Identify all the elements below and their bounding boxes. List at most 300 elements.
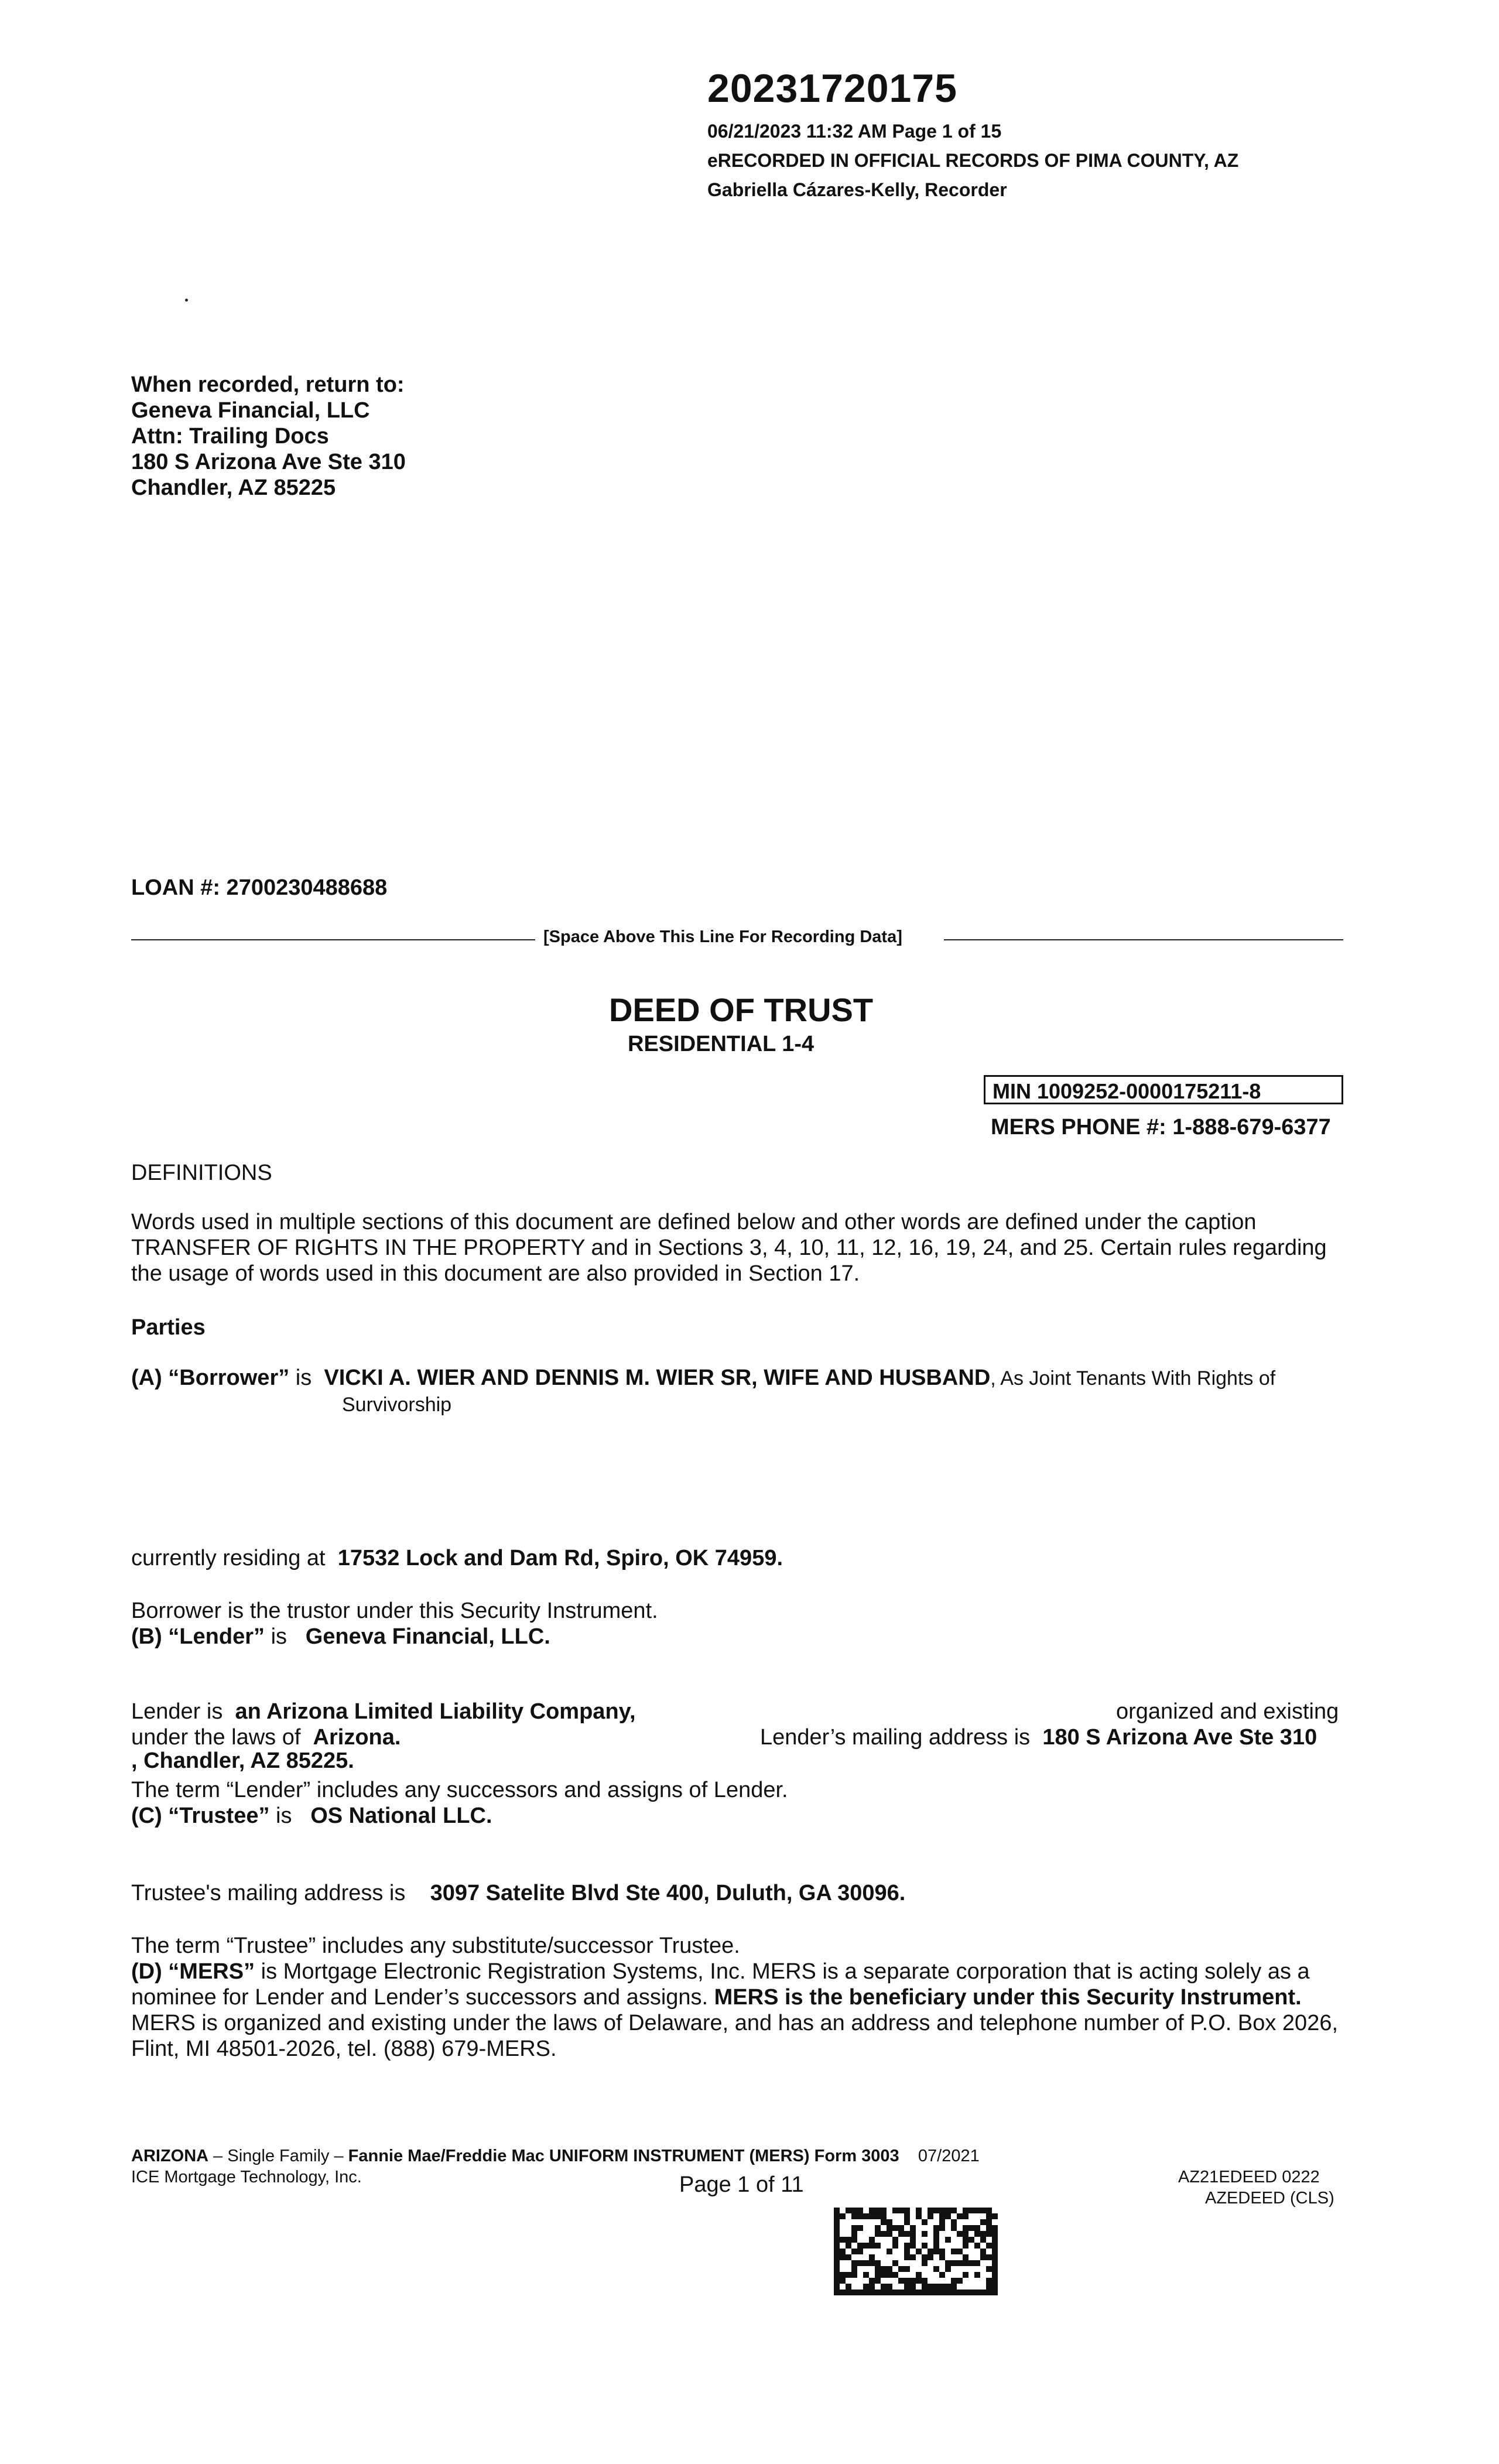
- barcode-module: [963, 2225, 968, 2231]
- barcode-module: [834, 2208, 840, 2213]
- recording-datetime: 06/21/2023 11:32 AM Page 1 of 15: [707, 121, 1002, 142]
- mers-beneficiary-statement: MERS is the beneficiary under this Security Instrument.: [714, 1985, 1302, 2010]
- barcode-module: [986, 2231, 992, 2237]
- barcode-module: [986, 2278, 992, 2284]
- barcode-module: [939, 2219, 945, 2225]
- barcode-module: [933, 2284, 939, 2290]
- barcode-module: [846, 2208, 851, 2213]
- barcode-module: [834, 2243, 840, 2249]
- barcode-module: [892, 2237, 898, 2243]
- barcode-module: [898, 2225, 904, 2231]
- barcode-module: [933, 2266, 939, 2272]
- barcode-module: [974, 2260, 980, 2266]
- divider-right: [944, 939, 1343, 940]
- recording-space-label: [Space Above This Line For Recording Data]: [543, 928, 902, 946]
- barcode-module: [904, 2278, 910, 2284]
- barcode-module: [840, 2278, 846, 2284]
- barcode-module: [986, 2208, 992, 2213]
- barcode-module: [922, 2290, 928, 2295]
- barcode-module: [980, 2254, 986, 2260]
- borrower-residence: [131, 1546, 783, 1571]
- barcode-module: [887, 2290, 892, 2295]
- mers-definition-line-3: MERS is organized and existing under the laws of Delaware, and has an address and telephone number of P.O. Box 2026,: [131, 2011, 1339, 2035]
- barcode-module: [963, 2213, 968, 2219]
- mers-phone: MERS PHONE #: 1-888-679-6377: [991, 1115, 1331, 1139]
- barcode-module: [945, 2208, 951, 2213]
- barcode-module: [887, 2266, 892, 2272]
- barcode-module: [851, 2272, 857, 2278]
- barcode-module: [968, 2225, 974, 2231]
- barcode-module: [892, 2290, 898, 2295]
- barcode-module: [851, 2208, 857, 2213]
- barcode-module: [857, 2260, 863, 2266]
- barcode-module: [968, 2290, 974, 2295]
- barcode-module: [875, 2278, 881, 2284]
- barcode-module: [922, 2284, 928, 2290]
- barcode-module: [863, 2260, 869, 2266]
- parties-heading: Parties: [131, 1315, 206, 1340]
- barcode-module: [951, 2219, 957, 2225]
- barcode-module: [974, 2225, 980, 2231]
- barcode-module: [857, 2290, 863, 2295]
- barcode-module: [904, 2213, 910, 2219]
- barcode-module: [922, 2219, 928, 2225]
- borrower-label: (A) “Borrower”: [131, 1366, 290, 1390]
- barcode-module: [939, 2225, 945, 2231]
- barcode-module: [834, 2278, 840, 2284]
- barcode-module: [881, 2219, 887, 2225]
- barcode-module: [851, 2231, 857, 2237]
- borrower-vesting: , As Joint Tenants With Rights of: [990, 1367, 1276, 1390]
- borrower-definition: [131, 1366, 1275, 1391]
- divider-left: [131, 939, 535, 940]
- barcode-module: [857, 2225, 863, 2231]
- barcode-module: [992, 2284, 998, 2290]
- barcode-module: [875, 2213, 881, 2219]
- barcode-module: [892, 2243, 898, 2249]
- barcode-module: [963, 2243, 968, 2249]
- barcode-module: [980, 2290, 986, 2295]
- barcode-module: [904, 2219, 910, 2225]
- barcode-module: [887, 2284, 892, 2290]
- barcode-module: [963, 2290, 968, 2295]
- barcode-module: [945, 2290, 951, 2295]
- footer-state: ARIZONA: [131, 2147, 209, 2165]
- barcode-module: [986, 2219, 992, 2225]
- min-box: [984, 1075, 1343, 1104]
- barcode-module: [939, 2254, 945, 2260]
- lender-is: is: [271, 1624, 288, 1649]
- barcode-module: [887, 2231, 892, 2237]
- barcode-module: [986, 2284, 992, 2290]
- definitions-heading: DEFINITIONS: [131, 1161, 272, 1185]
- lender-includes-note: The term “Lender” includes any successors and assigns of Lender.: [131, 1778, 788, 1802]
- barcode-module: [904, 2290, 910, 2295]
- footer-form-line: [131, 2147, 980, 2166]
- barcode-module: [980, 2219, 986, 2225]
- mers-definition-line-4: Flint, MI 48501-2026, tel. (888) 679-MERS.: [131, 2037, 557, 2061]
- barcode-module: [928, 2290, 933, 2295]
- barcode-module: [875, 2266, 881, 2272]
- recording-number: 20231720175: [707, 66, 958, 111]
- trustor-note: Borrower is the trustor under this Security Instrument.: [131, 1599, 658, 1623]
- trustee-label: (C) “Trustee”: [131, 1803, 270, 1828]
- footer-company: ICE Mortgage Technology, Inc.: [131, 2168, 362, 2186]
- lender-state: Arizona.: [313, 1725, 401, 1750]
- barcode-module: [916, 2249, 922, 2254]
- barcode-module: [986, 2266, 992, 2272]
- barcode-module: [968, 2208, 974, 2213]
- barcode-module: [945, 2237, 951, 2243]
- barcode-module: [980, 2237, 986, 2243]
- barcode-module: [957, 2231, 963, 2237]
- barcode-module: [834, 2260, 840, 2266]
- residing-label: currently residing at: [131, 1546, 326, 1570]
- barcode-module: [951, 2208, 957, 2213]
- barcode-module: [904, 2249, 910, 2254]
- barcode-module: [910, 2254, 916, 2260]
- recorder-name: Gabriella Cázares-Kelly, Recorder: [707, 179, 1007, 200]
- barcode-module: [851, 2237, 857, 2243]
- barcode-module: [875, 2225, 881, 2231]
- barcode-module: [922, 2260, 928, 2266]
- barcode-module: [992, 2231, 998, 2237]
- barcode-module: [851, 2290, 857, 2295]
- return-to-name: Geneva Financial, LLC: [131, 398, 370, 423]
- barcode-module: [910, 2290, 916, 2295]
- barcode-module: [951, 2260, 957, 2266]
- barcode-module: [834, 2237, 840, 2243]
- barcode-module: [922, 2243, 928, 2249]
- borrower-vesting-cont: Survivorship: [342, 1394, 452, 1416]
- barcode-module: [951, 2225, 957, 2231]
- barcode-module: [933, 2249, 939, 2254]
- barcode-module: [904, 2284, 910, 2290]
- barcode-module: [851, 2213, 857, 2219]
- barcode-module: [904, 2254, 910, 2260]
- barcode-module: [869, 2260, 875, 2266]
- barcode-module: [933, 2243, 939, 2249]
- lender-is-prefix: Lender is: [131, 1699, 223, 1724]
- return-to-attn: Attn: Trailing Docs: [131, 424, 329, 449]
- barcode-module: [910, 2237, 916, 2243]
- barcode-module: [963, 2254, 968, 2260]
- barcode-module: [892, 2260, 898, 2266]
- barcode-module: [916, 2213, 922, 2219]
- barcode-module: [881, 2208, 887, 2213]
- barcode-module: [968, 2260, 974, 2266]
- barcode-module: [928, 2284, 933, 2290]
- barcode-module: [851, 2266, 857, 2272]
- barcode-module: [968, 2237, 974, 2243]
- trustee-mailing-address: 3097 Satelite Blvd Ste 400, Duluth, GA 30096.: [430, 1881, 906, 1905]
- barcode-module: [892, 2208, 898, 2213]
- barcode-module: [846, 2254, 851, 2260]
- barcode-module: [875, 2231, 881, 2237]
- barcode-module: [992, 2266, 998, 2272]
- document-title: DEED OF TRUST: [609, 991, 874, 1028]
- barcode-module: [945, 2260, 951, 2266]
- barcode-module: [851, 2225, 857, 2231]
- barcode-module: [974, 2243, 980, 2249]
- barcode-module: [863, 2243, 869, 2249]
- barcode-module: [834, 2225, 840, 2231]
- barcode-module: [951, 2290, 957, 2295]
- lender-mailing-city: , Chandler, AZ 85225.: [131, 1748, 354, 1773]
- trustee-name: OS National LLC.: [310, 1803, 492, 1828]
- barcode-module: [939, 2290, 945, 2295]
- borrower-is: is: [295, 1366, 312, 1390]
- barcode-module: [881, 2290, 887, 2295]
- mers-line-1-text: is Mortgage Electronic Registration Systems, Inc. MERS is a separate corporation that is acting solely as a: [255, 1959, 1310, 1984]
- barcode-module: [846, 2243, 851, 2249]
- barcode-module: [939, 2272, 945, 2278]
- barcode-module: [933, 2231, 939, 2237]
- barcode-module: [945, 2213, 951, 2219]
- barcode-image: [834, 2208, 998, 2295]
- barcode-module: [916, 2290, 922, 2295]
- barcode-module: [933, 2225, 939, 2231]
- barcode-module: [945, 2284, 951, 2290]
- barcode-module: [986, 2243, 992, 2249]
- barcode-module: [834, 2249, 840, 2254]
- barcode-module: [834, 2290, 840, 2295]
- return-to-street: 180 S Arizona Ave Ste 310: [131, 450, 406, 474]
- lender-mailing-label: Lender’s mailing address is: [760, 1725, 1031, 1750]
- barcode-module: [963, 2260, 968, 2266]
- barcode-module: [939, 2284, 945, 2290]
- barcode-module: [916, 2272, 922, 2278]
- barcode-module: [840, 2213, 846, 2219]
- barcode-module: [916, 2208, 922, 2213]
- barcode-module: [992, 2237, 998, 2243]
- barcode-module: [992, 2278, 998, 2284]
- barcode-module: [992, 2254, 998, 2260]
- barcode-module: [851, 2249, 857, 2254]
- barcode-module: [898, 2266, 904, 2272]
- under-laws-label: under the laws of: [131, 1725, 301, 1750]
- barcode-module: [916, 2278, 922, 2284]
- barcode-module: [928, 2254, 933, 2260]
- barcode-module: [974, 2208, 980, 2213]
- lender-label: (B) “Lender”: [131, 1624, 265, 1649]
- trustee-mailing: [131, 1881, 905, 1906]
- barcode-module: [922, 2254, 928, 2260]
- barcode-module: [840, 2254, 846, 2260]
- loan-number: LOAN #: 2700230488688: [131, 875, 388, 900]
- barcode-module: [992, 2272, 998, 2278]
- barcode-module: [857, 2208, 863, 2213]
- barcode-module: [840, 2237, 846, 2243]
- barcode-module: [992, 2243, 998, 2249]
- barcode-module: [945, 2266, 951, 2272]
- barcode-module: [887, 2249, 892, 2254]
- barcode-module: [963, 2231, 968, 2237]
- barcode-module: [875, 2260, 881, 2266]
- lender-entity: [131, 1699, 636, 1724]
- barcode-module: [980, 2231, 986, 2237]
- barcode-module: [846, 2284, 851, 2290]
- footer-code-1: AZ21EDEED 0222: [1178, 2168, 1320, 2186]
- barcode-module: [910, 2243, 916, 2249]
- borrower-names: VICKI A. WIER AND DENNIS M. WIER SR, WIFE AND HUSBAND: [324, 1366, 991, 1390]
- trustee-definition: [131, 1803, 492, 1829]
- barcode-module: [840, 2290, 846, 2295]
- barcode-module: [881, 2272, 887, 2278]
- barcode-module: [834, 2272, 840, 2278]
- barcode-module: [863, 2290, 869, 2295]
- barcode-module: [904, 2208, 910, 2213]
- barcode-module: [910, 2278, 916, 2284]
- barcode-module: [881, 2266, 887, 2272]
- barcode-module: [933, 2237, 939, 2243]
- barcode-module: [980, 2208, 986, 2213]
- barcode-module: [898, 2290, 904, 2295]
- barcode-module: [939, 2249, 945, 2254]
- barcode-module: [898, 2231, 904, 2237]
- barcode-module: [869, 2290, 875, 2295]
- barcode-module: [928, 2208, 933, 2213]
- definitions-intro-line-1: Words used in multiple sections of this document are defined below and other words are defined under the caption: [131, 1210, 1257, 1234]
- barcode-module: [957, 2249, 963, 2254]
- barcode-module: [974, 2272, 980, 2278]
- barcode-module: [957, 2278, 963, 2284]
- barcode-module: [963, 2208, 968, 2213]
- lender-mailing-street: 180 S Arizona Ave Ste 310: [1042, 1725, 1317, 1750]
- barcode-module: [992, 2213, 998, 2219]
- barcode-module: [857, 2213, 863, 2219]
- barcode-module: [834, 2266, 840, 2272]
- barcode-module: [910, 2225, 916, 2231]
- barcode-module: [992, 2260, 998, 2266]
- barcode-module: [939, 2213, 945, 2219]
- trustee-mailing-label: Trustee's mailing address is: [131, 1881, 406, 1905]
- footer-form-type: – Single Family –: [208, 2147, 348, 2165]
- barcode-module: [957, 2290, 963, 2295]
- lender-entity-type: an Arizona Limited Liability Company,: [235, 1699, 636, 1724]
- barcode-module: [869, 2237, 875, 2243]
- barcode-module: [863, 2272, 869, 2278]
- barcode-module: [869, 2243, 875, 2249]
- return-to-heading: When recorded, return to:: [131, 372, 405, 397]
- min-number: MIN 1009252-0000175211-8: [993, 1079, 1261, 1103]
- barcode-module: [887, 2219, 892, 2225]
- barcode-module: [851, 2260, 857, 2266]
- residing-address: 17532 Lock and Dam Rd, Spiro, OK 74959.: [337, 1546, 783, 1570]
- barcode-module: [834, 2254, 840, 2260]
- barcode-module: [910, 2284, 916, 2290]
- barcode-module: [957, 2213, 963, 2219]
- barcode-module: [892, 2225, 898, 2231]
- barcode-module: [875, 2272, 881, 2278]
- barcode-module: [992, 2225, 998, 2231]
- barcode-module: [957, 2260, 963, 2266]
- trustee-includes-note: The term “Trustee” includes any substitute/successor Trustee.: [131, 1933, 740, 1958]
- definitions-intro-line-3: the usage of words used in this document are also provided in Section 17.: [131, 1261, 860, 1286]
- barcode-module: [974, 2290, 980, 2295]
- barcode-module: [869, 2284, 875, 2290]
- barcode-module: [928, 2213, 933, 2219]
- barcode-module: [869, 2254, 875, 2260]
- barcode-module: [869, 2278, 875, 2284]
- footer-code-2: AZEDEED (CLS): [1205, 2189, 1334, 2208]
- barcode-module: [863, 2213, 869, 2219]
- barcode-module: [898, 2278, 904, 2284]
- barcode-module: [840, 2272, 846, 2278]
- barcode-module: [846, 2272, 851, 2278]
- barcode-module: [887, 2225, 892, 2231]
- barcode-module: [881, 2231, 887, 2237]
- stray-mark: [185, 299, 188, 302]
- barcode-module: [986, 2225, 992, 2231]
- barcode-module: [887, 2272, 892, 2278]
- barcode-module: [992, 2249, 998, 2254]
- barcode-module: [951, 2249, 957, 2254]
- footer-form-date: 07/2021: [918, 2147, 980, 2165]
- document-subtitle: RESIDENTIAL 1-4: [628, 1032, 814, 1056]
- barcode-module: [986, 2290, 992, 2295]
- lender-laws: [131, 1725, 401, 1750]
- barcode-module: [846, 2237, 851, 2243]
- barcode-module: [857, 2249, 863, 2254]
- barcode-module: [834, 2231, 840, 2237]
- lender-definition: [131, 1624, 550, 1649]
- barcode-module: [922, 2231, 928, 2237]
- lender-organized: organized and existing: [1116, 1699, 1339, 1724]
- lender-name: Geneva Financial, LLC.: [305, 1624, 550, 1649]
- barcode-module: [881, 2213, 887, 2219]
- barcode-module: [992, 2290, 998, 2295]
- barcode-module: [963, 2272, 968, 2278]
- barcode-module: [904, 2243, 910, 2249]
- mers-definition-line-1: [131, 1959, 1310, 1984]
- barcode-module: [951, 2278, 957, 2284]
- barcode-module: [986, 2254, 992, 2260]
- barcode-module: [980, 2249, 986, 2254]
- barcode-module: [898, 2208, 904, 2213]
- barcode-module: [834, 2284, 840, 2290]
- return-to-city: Chandler, AZ 85225: [131, 475, 336, 500]
- barcode-module: [963, 2237, 968, 2243]
- lender-mailing: [760, 1725, 1317, 1750]
- footer-page-number: Page 1 of 11: [679, 2172, 804, 2197]
- barcode-module: [904, 2266, 910, 2272]
- barcode-module: [875, 2290, 881, 2295]
- barcode-module: [875, 2208, 881, 2213]
- barcode-module: [840, 2249, 846, 2254]
- barcode-module: [928, 2249, 933, 2254]
- barcode-module: [910, 2231, 916, 2237]
- barcode-module: [881, 2284, 887, 2290]
- barcode-module: [869, 2208, 875, 2213]
- footer-form-description: Fannie Mae/Freddie Mac UNIFORM INSTRUMENT (MERS) Form 3003: [348, 2147, 899, 2165]
- barcode-module: [892, 2272, 898, 2278]
- barcode-module: [875, 2243, 881, 2249]
- mers-label: (D) “MERS”: [131, 1959, 255, 1984]
- barcode-module: [857, 2243, 863, 2249]
- barcode-module: [922, 2278, 928, 2284]
- mers-line-2-text: nominee for Lender and Lender’s successors and assigns.: [131, 1985, 714, 2010]
- definitions-intro-line-2: TRANSFER OF RIGHTS IN THE PROPERTY and in Sections 3, 4, 10, 11, 12, 16, 19, 24, and 25. Certain rules regarding: [131, 1236, 1327, 1260]
- barcode-module: [834, 2213, 840, 2219]
- barcode-module: [951, 2284, 957, 2290]
- barcode-module: [986, 2213, 992, 2219]
- recording-office: eRECORDED IN OFFICIAL RECORDS OF PIMA COUNTY, AZ: [707, 150, 1239, 171]
- barcode-module: [933, 2208, 939, 2213]
- barcode-module: [939, 2208, 945, 2213]
- barcode-module: [933, 2290, 939, 2295]
- mers-definition-line-2: [131, 1985, 1302, 2010]
